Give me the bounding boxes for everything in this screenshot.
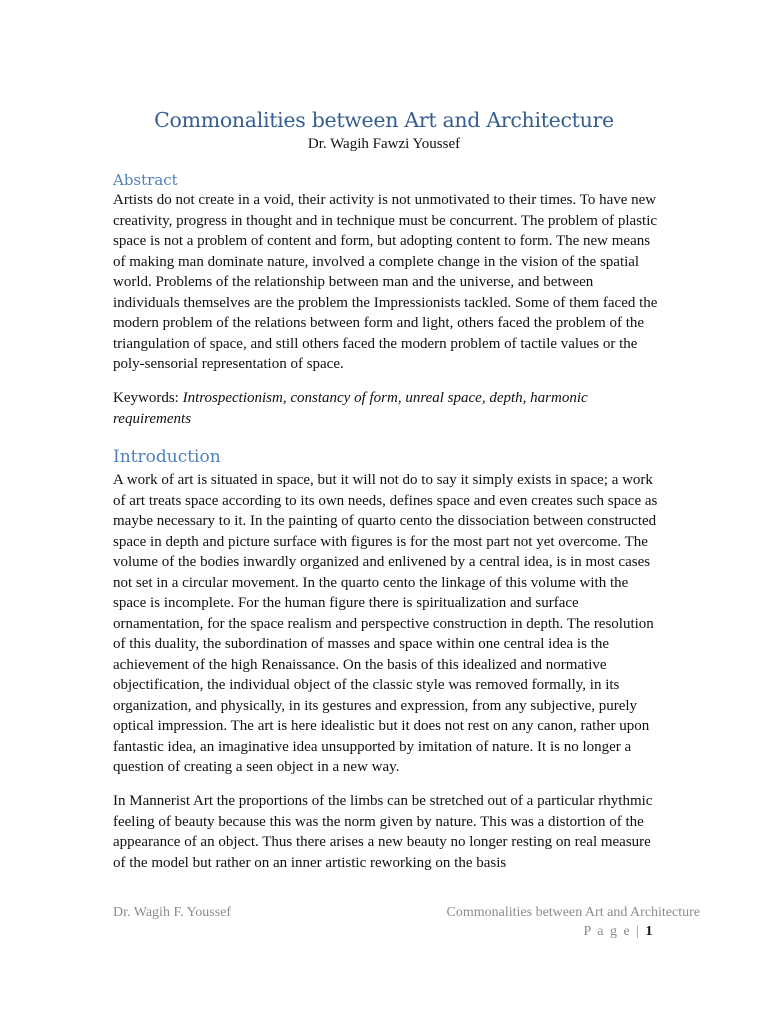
abstract-heading: Abstract (113, 171, 178, 189)
page-number: 1 (645, 924, 654, 939)
document-title: Commonalities between Art and Architecture (154, 108, 614, 132)
keywords-label: Keywords: (113, 390, 183, 406)
footer-author: Dr. Wagih F. Youssef (113, 905, 232, 920)
footer-page-number (584, 924, 655, 940)
keywords (113, 388, 658, 429)
abstract-text: Artists do not create in a void, their activity is not unmotivated to their times. To have new creativity, progress in thought and in technique must be concurrent. The problem of plastic space is not a problem of content and form, but adopting content to form. The new means of making man dominate nature, involved a complete change in the vision of the spatial world. Problems of the relationship between man and the universe, and between individuals themselves are the problem the Impressionists tackled. Some of them faced the modern problem of the relations between form and light, others faced the problem of the triangulation of space, and still others faced the modern problem of tactile values or the poly-sensorial representation of space. (113, 192, 658, 372)
introduction-heading: Introduction (113, 447, 221, 467)
introduction-paragraph-1: A work of art is situated in space, but it will not do to say it simply exists in space; a work of art treats space according to its own needs, defines space and even creates such space as maybe necessary to it. In the painting of quarto cento the dissociation between constructed space in depth and picture surface with figures is for the most part not yet overcome. The volume of the bodies inwardly organized and enlivened by a central idea, is in most cases not set in a circular movement. In the quarto cento the linkage of this volume with the space is incomplete. For the human figure there is spiritualization and surface ornamentation, for the space realism and perspective construction in depth. The resolution of this duality, the subordination of masses and space within one central idea is the achievement of the high Renaissance. On the basis of this idealized and normative objectification, the individual object of the classic style was removed formally, in its organization, and physically, in its gestures and expression, from any subjective, purely optical impression. The art is here idealistic but it does not rest on any canon, rather upon fantastic idea, an imaginative idea unsupported by imitation of nature. It is no longer a question of creating a seen object in a new way. (113, 472, 658, 775)
document-author: Dr. Wagih Fawzi Youssef (307, 136, 461, 152)
keywords-text: Introspectionism, constancy of form, unreal space, depth, harmonic requirements (113, 390, 588, 427)
page-label: P a g e | (583, 924, 646, 939)
footer-title: Commonalities between Art and Architecture (446, 905, 700, 920)
introduction-paragraph-2: In Mannerist Art the proportions of the limbs can be stretched out of a particular rhythmic feeling of beauty because this was the norm given by nature. This was a distortion of the appearance of an object. Thus there arises a new beauty no longer resting on real measure of the model but rather on an inner artistic reworking on the basis (113, 793, 653, 871)
